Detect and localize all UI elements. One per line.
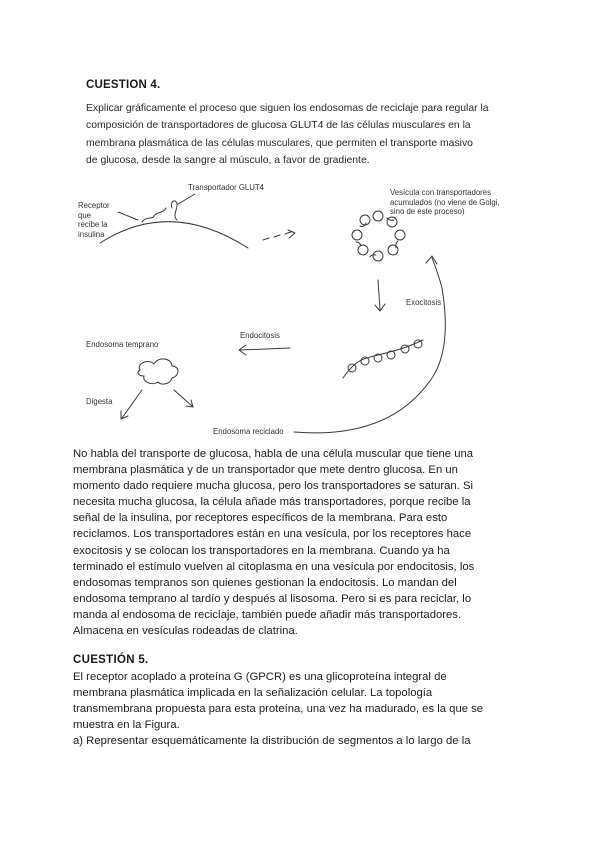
question-5-body (73, 669, 533, 749)
recycled-path-head (426, 256, 437, 264)
vesicle-label (390, 188, 500, 217)
arrow-to-vesicle (263, 232, 291, 240)
question-4-statement (86, 100, 526, 169)
hand-drawn-glut4-diagram (60, 178, 540, 443)
answer-line: Almacena en vesículas rodeadas de clatrina. (73, 625, 298, 638)
exocytosis-label: Exocitosis (406, 298, 442, 307)
receptor-squiggle (142, 208, 166, 222)
question-4-answer (73, 446, 533, 639)
vesicle-loops (352, 211, 405, 261)
answer-line: membrana plasmática y de un transportador que mete dentro glucosa. En un (73, 464, 458, 477)
membrane-arc (100, 222, 248, 248)
statement-line: membrana plasmática de las células musculares, que permiten el transporte masivo (86, 137, 473, 149)
q5-line: El receptor acoplado a proteína G (GPCR) es una glicoproteína integral de (73, 671, 447, 683)
endocytosis-label: Endocitosis (240, 331, 280, 340)
endocytosis-arrow (240, 348, 290, 350)
diagram-drawing (60, 178, 540, 443)
digestion-label: Digesta (86, 397, 113, 406)
recycled-path (294, 258, 445, 433)
digestion-arrow-left (122, 390, 142, 418)
vesicle-label-line: sino de este proceso) (390, 207, 465, 216)
q5-line: membrana plasmática implicada en la señalización celular. La topología (73, 687, 433, 700)
vesicle-label-line: Vesícula con transportadores (390, 188, 491, 197)
early-endosome (138, 359, 178, 384)
recycled-endosome-label: Endosoma reciclado (213, 427, 284, 436)
vesicle-label-line: acumulados (no viene de Golgi, (390, 197, 500, 207)
answer-line: señal de la insulina, por receptores específicos de la membrana. Para esto (73, 512, 448, 525)
transporter-squiggle (171, 201, 177, 220)
answer-line: endosomas tempranos son quienes gestionan la endocitosis. Lo mandan del (73, 576, 457, 589)
receptor-label-line: recibe la (78, 220, 108, 229)
receptor-label-line: que (78, 210, 92, 220)
statement-line: composición de transportadores de glucosa GLUT4 de las células musculares en la (86, 120, 471, 132)
answer-line: manda al endosoma de reciclaje, también puede añadir más transportadores. (73, 608, 462, 621)
answer-line: necesita mucha glucosa, la célula añade más transportadores, porque recibe la (73, 496, 471, 509)
question-4-title: CUESTION 4. (86, 79, 161, 91)
exocytosis-arrow (378, 280, 380, 310)
question-5-title: CUESTIÓN 5. (73, 654, 149, 666)
receptor-label-line: insulina (78, 229, 105, 239)
answer-line: endosoma temprano al tardío y después al lisosoma. Pero si es para reciclar, lo (73, 592, 472, 605)
fused-membrane (343, 340, 423, 378)
arrow-to-vesicle-head (288, 230, 295, 238)
answer-line: momento dado requiere mucha glucosa, pero los transportadores se saturan. Si (73, 480, 474, 493)
answer-line: reciclamos. Los transportadores están en una vesícula, por los receptores hace (73, 528, 472, 541)
q5-line: a) Representar esquemáticamente la distribución de segmentos a lo largo de la (73, 735, 471, 748)
receptor-label (78, 201, 110, 239)
transporter-pointer (178, 194, 195, 204)
answer-line: terminado el estímulo vuelven al citoplasma en una vesícula por endocitosis, los (73, 560, 475, 573)
receptor-label-line: Receptor (78, 201, 110, 210)
digestion-arrow-right (174, 390, 192, 406)
receptor-pointer (118, 212, 138, 220)
answer-line: No habla del transporte de glucosa, habla de una célula muscular que tiene una (73, 448, 474, 460)
transporter-label: Transportador GLUT4 (188, 183, 264, 192)
answer-line: exocitosis y se colocan los transportadores en la membrana. Cuando ya ha (73, 544, 450, 557)
q5-line: muestra en la Figura. (73, 719, 180, 732)
statement-line: de glucosa, desde la sangre al músculo, a favor de gradiente. (86, 154, 370, 166)
q5-line: transmembrana propuesta para esta proteína, una vez ha madurado, es la que se (73, 703, 484, 716)
statement-line: Explicar gráficamente el proceso que siguen los endosomas de reciclaje para regular la (86, 103, 489, 114)
early-endosome-label: Endosoma temprano (86, 340, 159, 349)
